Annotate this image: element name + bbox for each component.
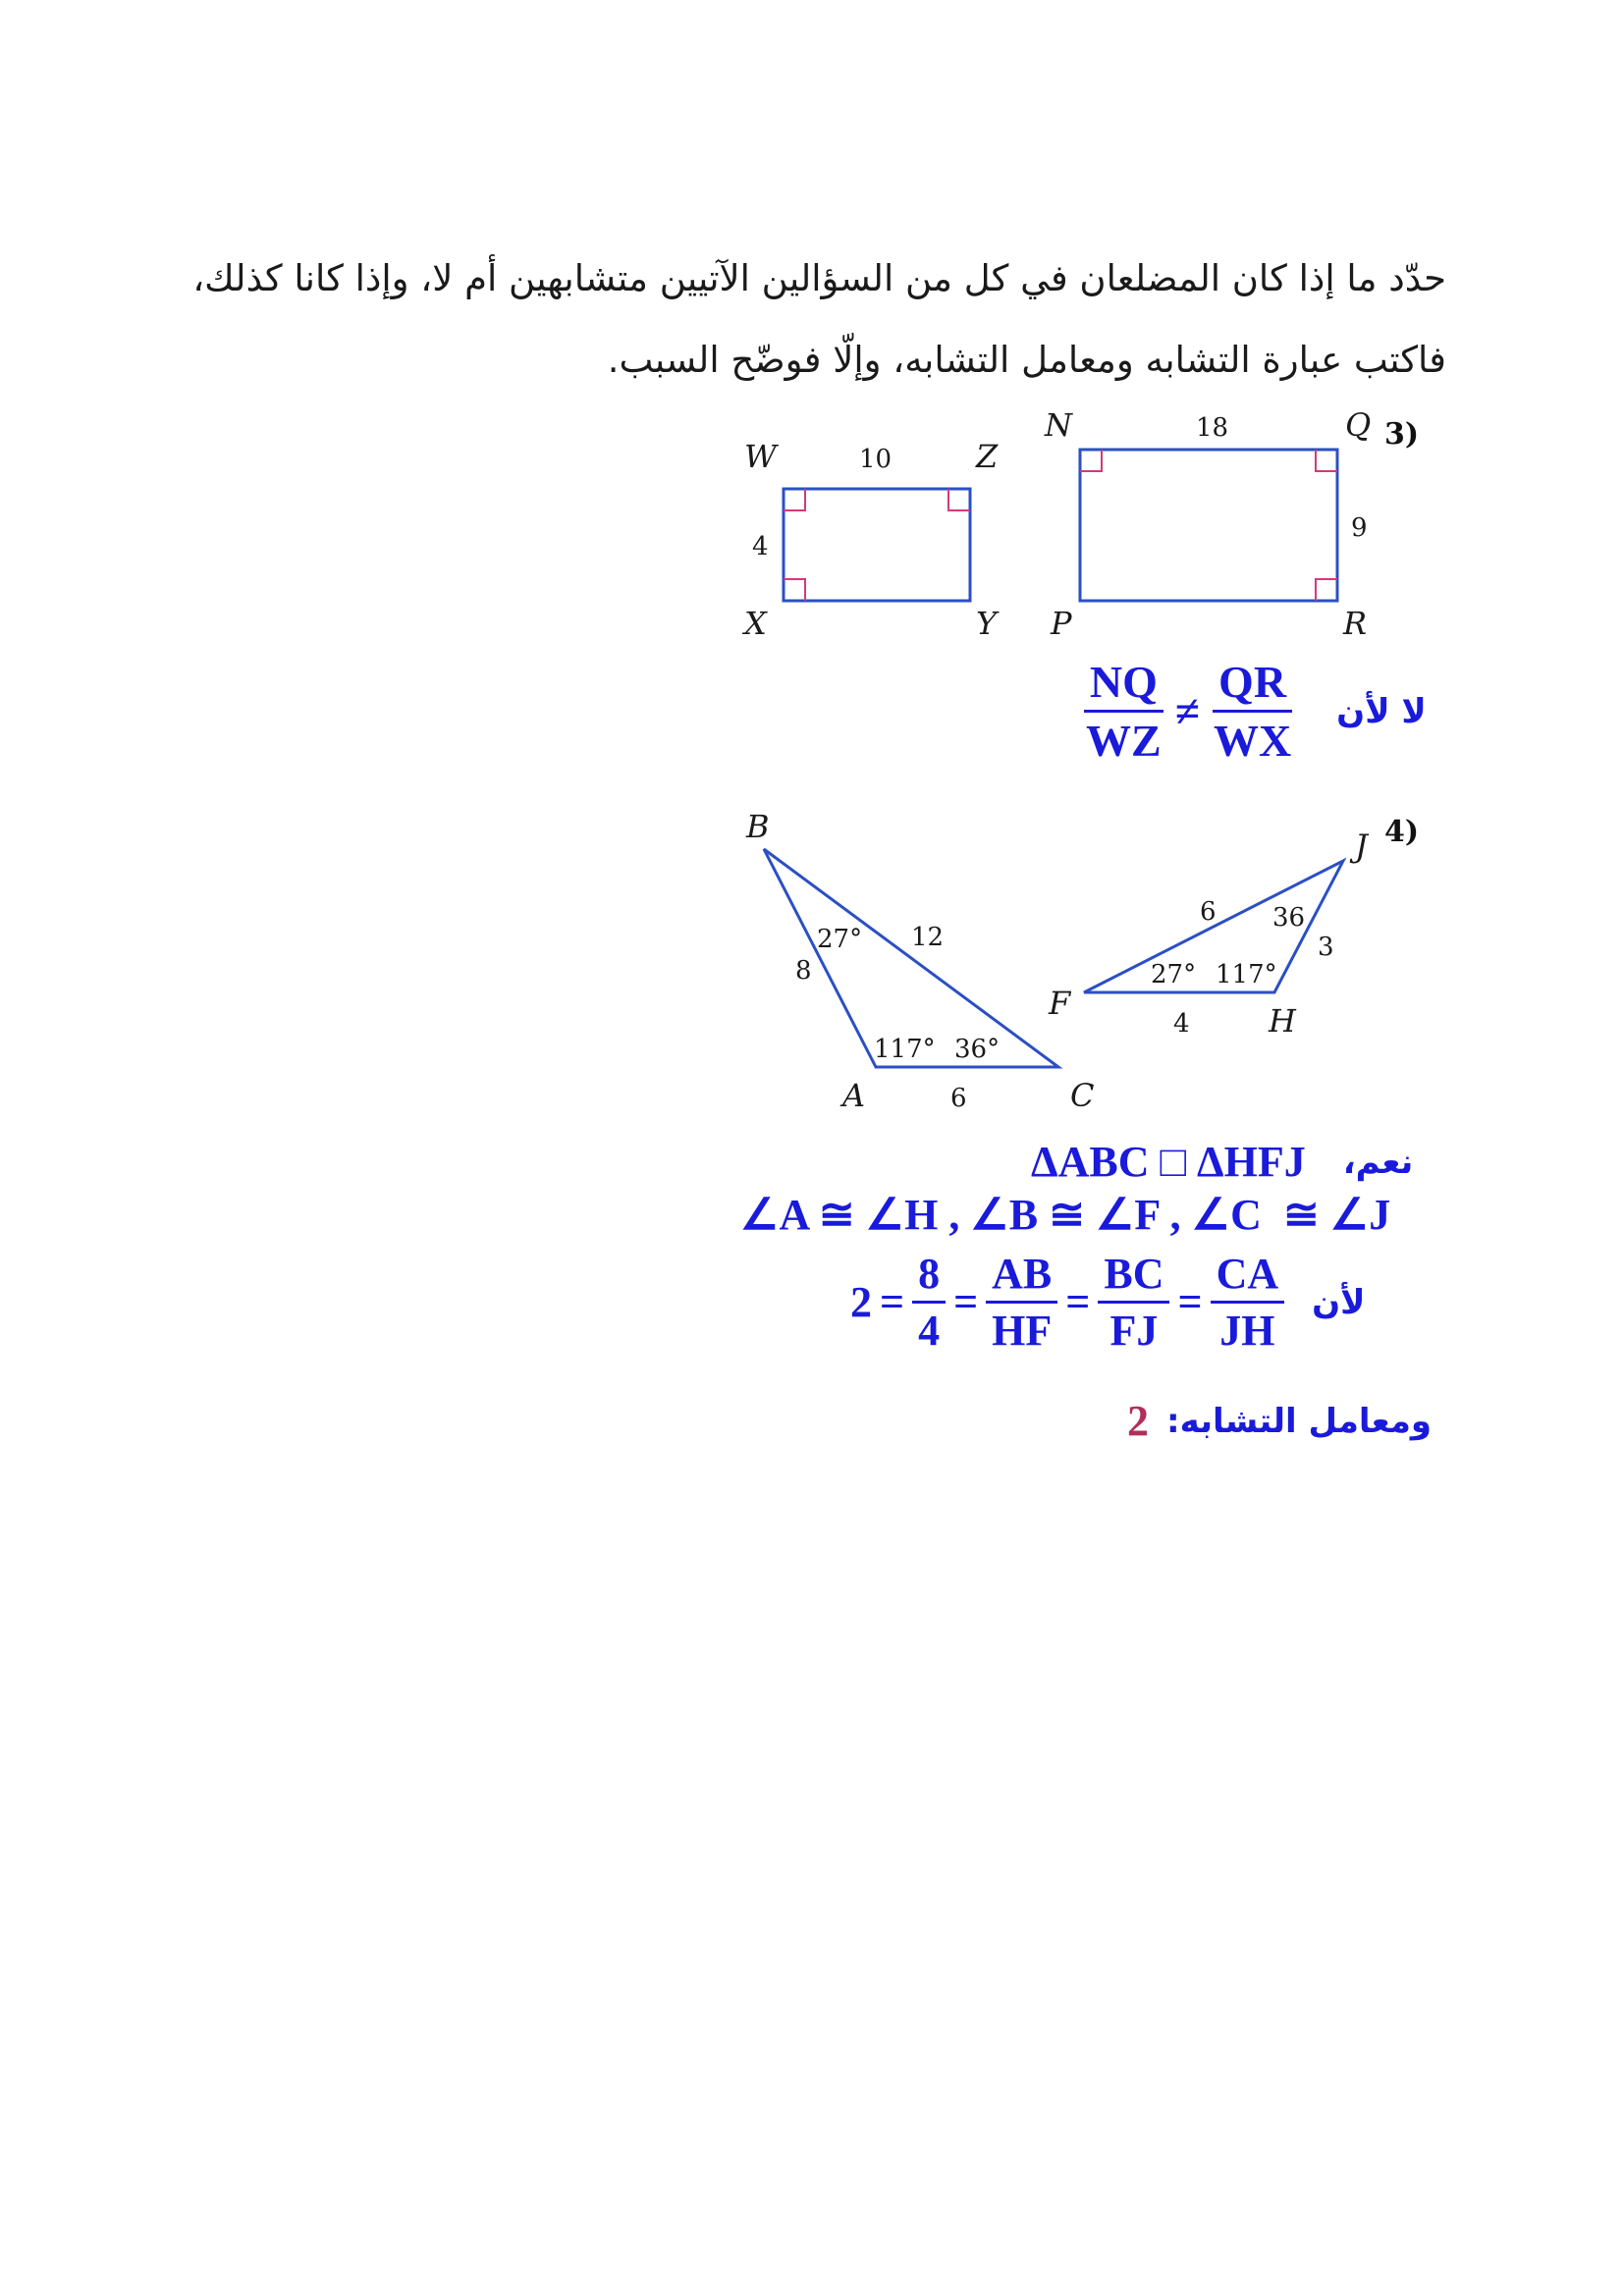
- not-equal-sign: ≠: [1174, 686, 1200, 736]
- q3-answer: [1080, 656, 1427, 767]
- q4-triangles-figure: [727, 800, 1394, 1114]
- fraction-numerator: CA: [1211, 1249, 1285, 1304]
- side-wx-length: 4: [752, 532, 769, 561]
- vertex-h: H: [1269, 1002, 1296, 1040]
- side-ba-length: 8: [795, 956, 812, 986]
- fraction-nq-wz: [1080, 656, 1167, 767]
- angle-a-measure: 117°: [874, 1035, 936, 1064]
- fraction-bc-fj: [1098, 1249, 1169, 1356]
- equals-sign: =: [1065, 1278, 1091, 1326]
- fraction-numerator: 8: [912, 1249, 946, 1304]
- fraction-qr-wx: [1208, 656, 1297, 767]
- right-angle-mark-q: [1316, 450, 1337, 471]
- question-4-label: (4: [1384, 815, 1420, 849]
- ratio-value: 2: [850, 1278, 872, 1326]
- scale-factor-label: ومعامل التشابه:: [1166, 1401, 1433, 1441]
- q3-rectangles-figure: [727, 402, 1394, 648]
- angle-b-measure: 27°: [817, 925, 863, 954]
- vertex-q: Q: [1345, 406, 1372, 444]
- similarity-statement: ΔABC □ ΔHFJ: [1031, 1138, 1306, 1186]
- equals-sign: =: [953, 1278, 979, 1326]
- right-angle-mark-r: [1316, 579, 1337, 601]
- fraction-ca-jh: [1211, 1249, 1285, 1356]
- right-angle-mark-x: [784, 579, 805, 601]
- rectangle-nqrp: [1080, 450, 1337, 601]
- congruent-angles-statement: ∠A ≅ ∠H , ∠B ≅ ∠F , ∠C ≅ ∠J: [740, 1191, 1391, 1239]
- angle-h-measure: 117°: [1216, 960, 1277, 989]
- fraction-denominator: HF: [992, 1307, 1053, 1355]
- side-nq-length: 18: [1196, 413, 1229, 443]
- side-qr-length: 9: [1351, 513, 1368, 543]
- equals-sign: =: [880, 1278, 905, 1326]
- vertex-c: C: [1070, 1077, 1095, 1114]
- angle-c-measure: 36°: [954, 1035, 1001, 1064]
- scale-factor-row: [1127, 1396, 1432, 1446]
- angle-j-measure: 36: [1272, 903, 1306, 933]
- fraction-denominator: JH: [1219, 1307, 1275, 1355]
- right-angle-mark-z: [948, 489, 970, 510]
- side-jh-length: 3: [1318, 933, 1334, 962]
- vertex-r: R: [1343, 605, 1368, 642]
- fraction-numerator: NQ: [1084, 656, 1163, 713]
- vertex-x: X: [744, 605, 767, 642]
- q4-ratio-equation: [850, 1249, 1365, 1356]
- instructions-line-1: حدّد ما إذا كان المضلعان في كل من السؤالين الآتيين متشابهين أم لا، وإذا كانا كذلك،: [192, 257, 1446, 299]
- equals-sign: =: [1177, 1278, 1203, 1326]
- side-fh-length: 4: [1173, 1009, 1190, 1039]
- right-angle-mark-w: [784, 489, 805, 510]
- vertex-n: N: [1045, 406, 1072, 444]
- question-3-label: (3: [1384, 417, 1420, 452]
- side-fj-length: 6: [1200, 897, 1217, 927]
- right-angle-mark-n: [1080, 450, 1102, 471]
- fraction-denominator: WX: [1213, 716, 1292, 766]
- fraction-ab-hf: [986, 1249, 1057, 1356]
- side-ac-length: 6: [950, 1084, 967, 1113]
- answer-yes: نعم،: [1342, 1142, 1414, 1182]
- angle-f-measure: 27°: [1151, 960, 1197, 989]
- instructions-line-2: فاكتب عبارة التشابه ومعامل التشابه، وإلّا فوضّح السبب.: [607, 339, 1446, 381]
- answer-because: لأن: [1312, 1282, 1366, 1322]
- fraction-denominator: WZ: [1086, 716, 1162, 766]
- fraction-denominator: 4: [918, 1307, 941, 1355]
- rectangle-wzyx: [784, 489, 970, 601]
- vertex-j: J: [1355, 828, 1368, 865]
- fraction-numerator: QR: [1213, 656, 1292, 713]
- vertex-f: F: [1049, 985, 1071, 1022]
- q4-similarity-statement-row: [1031, 1137, 1413, 1187]
- fraction-numerator: AB: [986, 1249, 1057, 1304]
- vertex-z: Z: [976, 438, 999, 475]
- side-wz-length: 10: [859, 445, 893, 474]
- vertex-b: B: [746, 808, 770, 845]
- answer-prefix-no-because: لا لأن: [1336, 691, 1427, 731]
- vertex-y: Y: [976, 605, 998, 642]
- scale-factor-value: 2: [1127, 1397, 1149, 1445]
- vertex-w: W: [744, 438, 777, 475]
- vertex-p: P: [1051, 605, 1072, 642]
- side-bc-length: 12: [911, 923, 945, 952]
- fraction-numerator: BC: [1098, 1249, 1169, 1304]
- fraction-denominator: FJ: [1109, 1307, 1159, 1355]
- fraction-8-4: [912, 1249, 946, 1356]
- vertex-a: A: [842, 1077, 866, 1114]
